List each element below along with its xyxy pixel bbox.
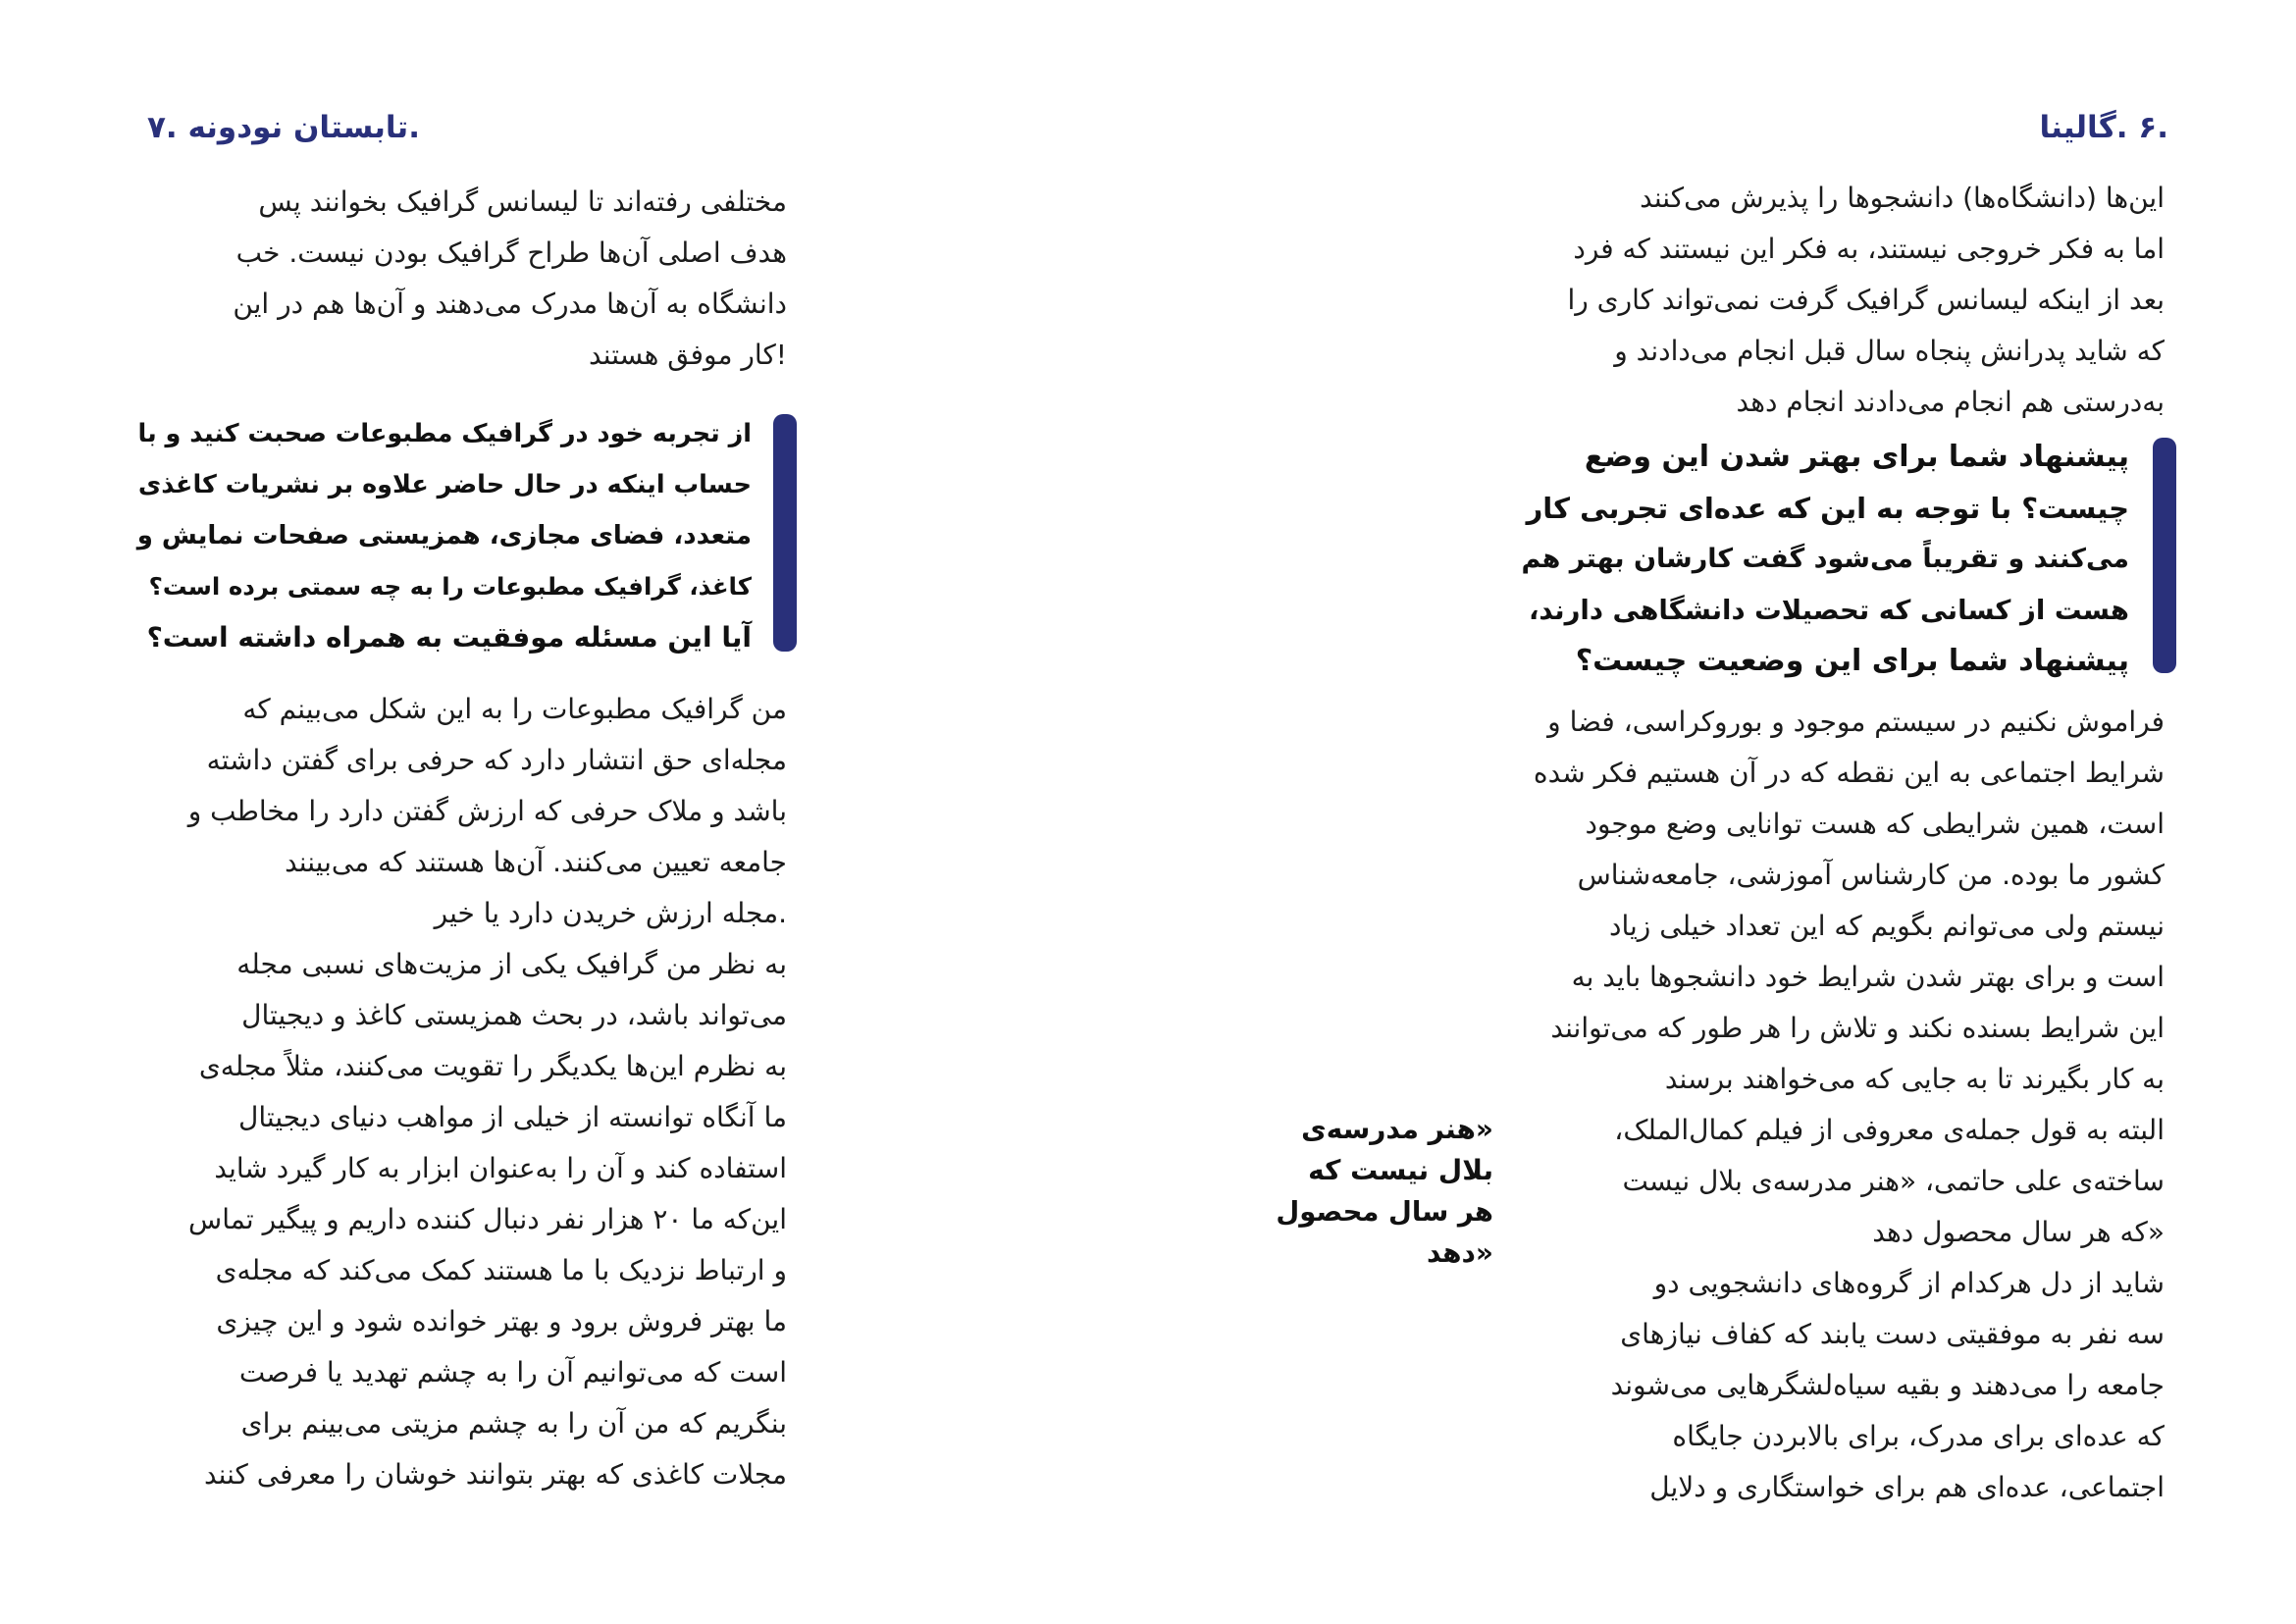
text-line: ما بهتر فروش برود و بهتر خوانده شود و این چیزی bbox=[216, 1305, 787, 1337]
question-line: هست از کسانی که تحصیلات دانشگاهی دارند، bbox=[1528, 595, 2129, 626]
left-intro-paragraph bbox=[143, 177, 787, 381]
text-line: این‌که ما ۲۰ هزار نفر دنبال کننده داریم و پیگیر تماس bbox=[188, 1203, 787, 1235]
text-line: بعد از اینکه لیسانس گرافیک گرفت نمی‌تواند کاری را bbox=[1567, 284, 2165, 316]
paragraph bbox=[143, 684, 787, 939]
text-line: به نظر من گرافیک یکی از مزیت‌های نسبی مجله bbox=[236, 948, 787, 980]
question-line: چیست؟ با توجه به این که عده‌ای تجربی کار bbox=[1526, 492, 2129, 525]
text-line: به‌درستی هم انجام می‌دادند انجام دهد bbox=[1736, 386, 2165, 418]
question-line: از تجربه خود در گرافیک مطبوعات صحبت کنید و با bbox=[137, 419, 752, 448]
text-line: هدف اصلی آن‌ها طراح گرافیک بودن نیست. خب bbox=[235, 236, 787, 269]
right-question-block bbox=[1519, 432, 2129, 687]
text-line: !کار موفق هستند bbox=[589, 339, 787, 371]
paragraph bbox=[1523, 1258, 2165, 1513]
text-line: فراموش نکنیم در سیستم موجود و بوروکراسی، فضا و bbox=[1547, 706, 2165, 738]
text-line: ما آنگاه توانسته از خیلی از مواهب دنیای دیجیتال bbox=[238, 1101, 787, 1133]
text-line: البته به قول جمله‌ی معروفی از فیلم کمال‌الملک، bbox=[1614, 1114, 2165, 1146]
text-line: من گرافیک مطبوعات را به این شکل می‌بینم که bbox=[242, 693, 787, 725]
page-header-right: .۶ .گالینا bbox=[2039, 110, 2168, 145]
text-line: به کار بگیرند تا به جایی که می‌خواهند برسند bbox=[1664, 1063, 2165, 1095]
paragraph bbox=[1523, 697, 2165, 1105]
text-line: دانشگاه به آن‌ها مدرک می‌دهند و آن‌ها هم در این bbox=[233, 288, 787, 320]
pull-quote-line: «دهد bbox=[1426, 1236, 1493, 1269]
pull-quote bbox=[1276, 1109, 1493, 1274]
text-line: که شاید پدرانش پنجاه سال قبل انجام می‌دادند و bbox=[1614, 335, 2165, 367]
question-accent-bar bbox=[2153, 438, 2176, 673]
text-line: اما به فکر خروجی نیستند، به فکر این نیستند که فرد bbox=[1573, 233, 2165, 265]
text-line: سه نفر به موفقیتی دست یابند که کفاف نیازهای bbox=[1620, 1318, 2165, 1350]
text-line: باشد و ملاک حرفی که ارزش گفتن دارد را مخاطب و bbox=[187, 795, 787, 827]
text-line: مختلفی رفته‌اند تا لیسانس گرافیک بخوانند پس bbox=[258, 185, 787, 218]
text-line: جامعه تعیین می‌کنند. آن‌ها هستند که می‌بینند bbox=[285, 846, 787, 878]
right-intro-paragraph bbox=[1523, 173, 2165, 428]
paragraph bbox=[143, 939, 787, 1500]
pull-quote-line: «هنر مدرسه‌ی bbox=[1301, 1113, 1493, 1145]
paragraph bbox=[143, 177, 787, 381]
text-line: استفاده کند و آن را به‌عنوان ابزار به کار گیرد شاید bbox=[214, 1152, 787, 1184]
pull-quote-line: بلال نیست که bbox=[1308, 1154, 1493, 1186]
question-line: کاغذ، گرافیک مطبوعات را به چه سمتی برده است؟ bbox=[148, 572, 752, 601]
question-accent-bar bbox=[773, 414, 797, 652]
text-line: این شرایط بسنده نکند و تلاش را هر طور که می‌توانند bbox=[1550, 1012, 2165, 1044]
text-line: کشور ما بوده. من کارشناس آموزشی، جامعه‌شناس bbox=[1577, 859, 2165, 891]
question-line: پیشنهاد شما برای بهتر شدن این وضع bbox=[1584, 440, 2129, 474]
question-line: آیا این مسئله موفقیت به همراه داشته است؟ bbox=[146, 621, 752, 654]
text-line: نیستم ولی می‌توانم بگویم که این تعداد خیلی زیاد bbox=[1608, 910, 2165, 942]
question-line: می‌کنند و تقریباً می‌شود گفت کارشان بهتر هم bbox=[1521, 544, 2129, 574]
text-line: اجتماعی، عده‌ای هم برای خواستگاری و دلایل bbox=[1649, 1471, 2165, 1503]
text-line: به نظرم این‌ها یکدیگر را تقویت می‌کنند، مثلاً مجله‌ی bbox=[198, 1050, 787, 1082]
left-question-block bbox=[137, 408, 752, 663]
text-line: .مجله ارزش خریدن دارد یا خیر bbox=[434, 897, 787, 929]
question-line: پیشنهاد شما برای این وضعیت چیست؟ bbox=[1575, 644, 2129, 678]
text-line: این‌ها (دانشگاه‌ها) دانشجوها را پذیرش می‌کنند bbox=[1640, 182, 2165, 214]
question-line: حساب اینکه در حال حاضر علاوه بر نشریات کاغذی bbox=[137, 470, 752, 499]
right-answer-block bbox=[1523, 697, 2165, 1513]
text-line: مجله‌ای حق انتشار دارد که حرفی برای گفتن داشته bbox=[206, 744, 787, 776]
text-line: که عده‌ای برای مدرک، برای بالابردن جایگاه bbox=[1672, 1420, 2165, 1452]
text-line: «که هر سال محصول دهد bbox=[1872, 1216, 2165, 1248]
paragraph bbox=[1523, 173, 2165, 428]
paragraph bbox=[1523, 1105, 2165, 1258]
text-line: مجلات کاغذی که بهتر بتوانند خوشان را معرفی کنند bbox=[203, 1458, 787, 1491]
text-line: می‌تواند باشد، در بحث همزیستی کاغذ و دیجیتال bbox=[241, 999, 787, 1031]
text-line: شرایط اجتماعی به این نقطه که در آن هستیم فکر شده bbox=[1533, 757, 2165, 789]
page-header-left: .تابستان نودونه .۷ bbox=[147, 110, 420, 145]
pull-quote-line: هر سال محصول bbox=[1276, 1196, 1493, 1228]
text-line: ساخته‌ی علی حاتمی، «هنر مدرسه‌ی بلال نیست bbox=[1622, 1165, 2165, 1197]
text-line: بنگریم که من آن را به چشم مزیتی می‌بینم برای bbox=[240, 1407, 787, 1440]
text-line: جامعه را می‌دهند و بقیه سیاه‌لشگرهایی می‌شوند bbox=[1610, 1369, 2165, 1401]
text-line: است و برای بهتر شدن شرایط خود دانشجوها باید به bbox=[1571, 961, 2165, 993]
text-line: شاید از دل هرکدام از گروه‌های دانشجویی دو bbox=[1653, 1267, 2165, 1299]
text-line: است، همین شرایطی که هست توانایی وضع موجود bbox=[1585, 808, 2165, 840]
text-line: و ارتباط نزدیک با ما هستند کمک می‌کند که مجله‌ی bbox=[215, 1254, 787, 1286]
left-answer-block bbox=[143, 684, 787, 1500]
question-line: متعدد، فضای مجازی، همزیستی صفحات نمایش و bbox=[136, 521, 752, 550]
text-line: است که می‌توانیم آن را به چشم تهدید یا فرصت bbox=[238, 1356, 787, 1388]
